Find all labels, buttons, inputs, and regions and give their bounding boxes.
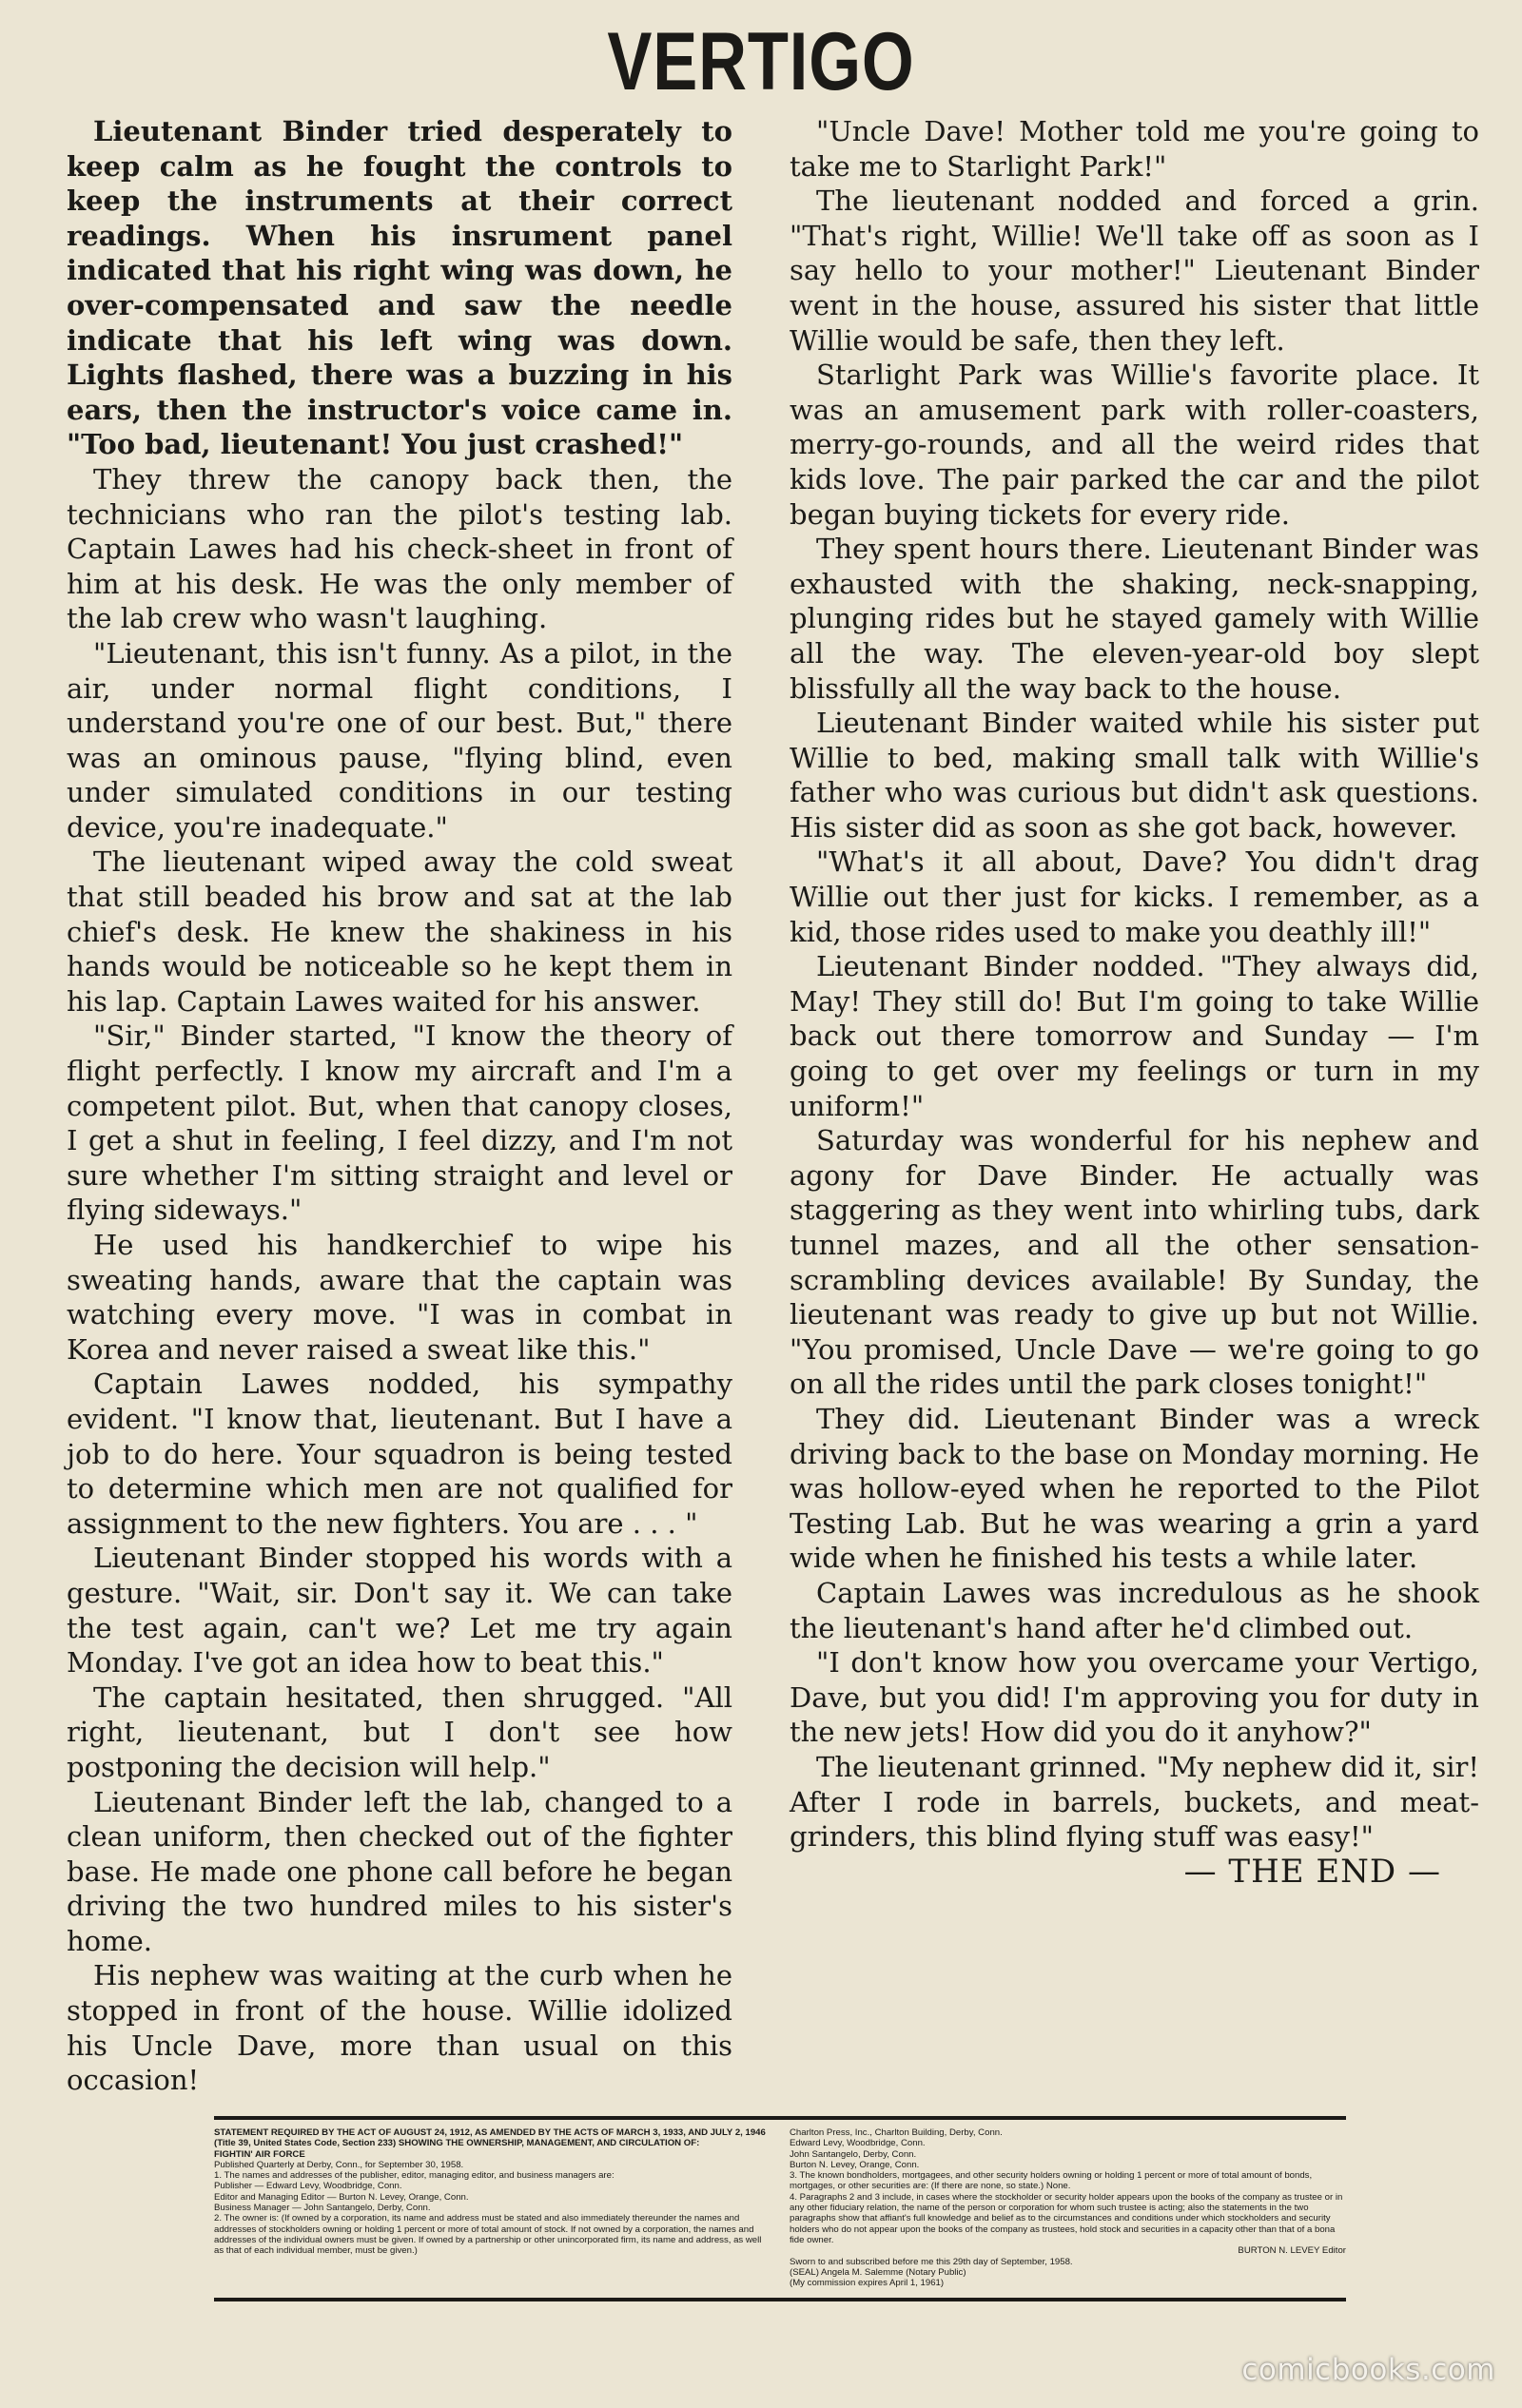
- paragraph: Lieutenant Binder waited while his sister put Willie to bed, making small talk with Willie's father who was curious but didn't ask questions. His sister did as soon as she got back, however.: [790, 707, 1479, 844]
- statement-line: (SEAL) Angela M. Salemme (Notary Public): [790, 2266, 966, 2278]
- statement-line: STATEMENT REQUIRED BY THE ACT OF AUGUST 24, 1912, AS AMENDED BY THE ACTS OF MARCH 3, 1933, AND JULY 2, 1946 (Title 39, United States Code, Section 233) SHOWING THE OWNERSHIP, MANAGEMENT, AND CIRCULATION OF:: [214, 2127, 766, 2149]
- paragraph: "I don't know how you overcame your Vertigo, Dave, but you did! I'm approving you for duty in the new jets! How did you do it anyhow?": [790, 1646, 1479, 1749]
- paragraph: The lieutenant grinned. "My nephew did it, sir! After I rode in barrels, buckets, and meat-grinders, this blind flying stuff was easy!": [790, 1750, 1479, 1854]
- paragraph: Lieutenant Binder left the lab, changed to a clean uniform, then checked out of the fighter base. He made one phone call before he began driving the two hundred miles to his sister's home.: [67, 1785, 732, 1957]
- paragraph: Captain Lawes was incredulous as he shook the lieutenant's hand after he'd climbed out.: [790, 1576, 1479, 1644]
- paragraph: The captain hesitated, then shrugged. "All right, lieutenant, but I don't see how postponing the decision will help.": [67, 1680, 732, 1783]
- statement-line: Business Manager — John Santangelo, Derby, Conn.: [214, 2203, 431, 2214]
- paragraph: Lieutenant Binder tried desperately to keep calm as he fought the controls to keep the instruments at their correct readings. When his insrument panel indicated that his right wing was down, he over-compensated and saw the needle indicate that his left wing was down. Lights flashed, there was a buzzing in his ears, then the instructor's voice came in. "Too bad, lieutenant! You just crashed!": [67, 115, 732, 461]
- paragraph: Lieutenant Binder stopped his words with a gesture. "Wait, sir. Don't say it. We can take the test again, can't we? Let me try again Monday. I've got an idea how to beat this.": [67, 1542, 732, 1680]
- statement-line: Burton N. Levey, Orange, Conn.: [790, 2159, 920, 2170]
- statement-line: Editor and Managing Editor — Burton N. Levey, Orange, Conn.: [214, 2191, 469, 2203]
- ownership-statement: [214, 2116, 1346, 2301]
- statement-line: 2. The owner is: (If owned by a corporation, its name and address must be stated and also immediately thereunder the names and addresses of stockholders owning or holding 1 percent or more of total amount of stock. If not owned by a corporation, the names and addresses of the individual owners must be given. If owned by a partnership or other unincorporated firm, its name and address, as well as that of each individual member, must be given.): [214, 2213, 762, 2257]
- paragraph: They threw the canopy back then, the technicians who ran the pilot's testing lab. Captain Lawes had his check-sheet in front of him at his desk. He was the only member of the lab crew who wasn't laughing.: [67, 462, 732, 635]
- story-title: VERTIGO: [607, 16, 915, 107]
- paragraph: Lieutenant Binder nodded. "They always did, May! They still do! But I'm going to take Willie back out there tomorrow and Sunday — I'm going to get over my feelings or turn in my uniform!": [790, 950, 1479, 1122]
- paragraph: "Lieutenant, this isn't funny. As a pilot, in the air, under normal flight conditions, I understand you're one of our best. But," there was an ominous pause, "flying blind, even under simulated conditions in our testing device, you're inadequate.": [67, 636, 732, 844]
- paragraph: The lieutenant nodded and forced a grin. "That's right, Willie! We'll take off as soon as I say hello to your mother!" Lieutenant Binder went in the house, assured his sister that little Willie would be safe, then they left.: [790, 184, 1479, 357]
- left-column: [67, 114, 732, 2098]
- statement-right: [790, 2127, 1346, 2298]
- statement-line: 1. The names and addresses of the publisher, editor, managing editor, and business managers are:: [214, 2170, 615, 2182]
- paragraph: They spent hours there. Lieutenant Binder was exhausted with the shaking, neck-snapping, plunging rides but he stayed gamely with Willie all the way. The eleven-year-old boy slept blissfully all the way back to the house.: [790, 533, 1479, 705]
- statement-line: John Santangelo, Derby, Conn.: [790, 2148, 917, 2160]
- statement-line: Charlton Press, Inc., Charlton Building, Derby, Conn.: [790, 2127, 1003, 2138]
- statement-left: [214, 2127, 771, 2298]
- paragraph: "Uncle Dave! Mother told me you're going to take me to Starlight Park!": [790, 115, 1479, 183]
- site-watermark: comicbooks.com: [1241, 2353, 1495, 2387]
- the-end: — THE END —: [1183, 1852, 1441, 1891]
- statement-line: FIGHTIN' AIR FORCE: [214, 2148, 305, 2160]
- statement-line: Sworn to and subscribed before me this 29th day of September, 1958.: [790, 2256, 1073, 2267]
- paragraph: His nephew was waiting at the curb when he stopped in front of the house. Willie idolized his Uncle Dave, more than usual on this occasion!: [67, 1959, 732, 2097]
- statement-line: Publisher — Edward Levy, Woodbridge, Conn.: [214, 2181, 402, 2192]
- paragraph: "What's it all about, Dave? You didn't drag Willie out ther just for kicks. I remember, as a kid, those rides used to make you deathly ill!": [790, 845, 1479, 948]
- statement-line: 3. The known bondholders, mortgagees, and other security holders owning or holding 1 percent or more of total amount of bonds, mortgages, or other securities are: (If there are none, so state.) None.: [790, 2170, 1313, 2192]
- paragraph: Saturday was wonderful for his nephew and agony for Dave Binder. He actually was staggering as they went into whirling tubs, dark tunnel mazes, and all the other sensation-scrambling devices available! By Sunday, the lieutenant was ready to give up but not Willie. "You promised, Uncle Dave — we're going to go on all the rides until the park closes tonight!": [790, 1124, 1479, 1401]
- paragraph: "Sir," Binder started, "I know the theory of flight perfectly. I know my aircraft and I'm a competent pilot. But, when that canopy closes, I get a shut in feeling, I feel dizzy, and I'm not sure whether I'm sitting straight and level or flying sideways.": [67, 1020, 732, 1227]
- paragraph: Starlight Park was Willie's favorite place. It was an amusement park with roller-coasters, merry-go-rounds, and all the weird rides that kids love. The pair parked the car and the pilot began buying tickets for every ride.: [790, 359, 1479, 531]
- statement-line: Published Quarterly at Derby, Conn., for September 30, 1958.: [214, 2159, 464, 2170]
- paragraph: They did. Lieutenant Binder was a wreck driving back to the base on Monday morning. He was hollow-eyed when he reported to the Pilot Testing Lab. But he was wearing a grin a yard wide when he finished his tests a while later.: [790, 1402, 1479, 1575]
- statement-line: Edward Levy, Woodbridge, Conn.: [790, 2138, 926, 2149]
- right-column: [790, 114, 1479, 1889]
- statement-line: (My commission expires April 1, 1961): [790, 2278, 945, 2289]
- paragraph: The lieutenant wiped away the cold sweat that still beaded his brow and sat at the lab chief's desk. He knew the shakiness in his hands would be noticeable so he kept them in his lap. Captain Lawes waited for his answer.: [67, 845, 732, 1018]
- paragraph: Captain Lawes nodded, his sympathy evident. "I know that, lieutenant. But I have a job to do here. Your squadron is being tested to determine which men are not qualified for assignment to the new fighters. You are . . . ": [67, 1368, 732, 1540]
- statement-line: 4. Paragraphs 2 and 3 include, in cases where the stockholder or security holder appears upon the books of the company as trustee or in any other fiduciary relation, the name of the person or corporation for whom such trustee is acting; also the statements in the two paragraphs show that affiant's full knowledge and belief as to the circumstances and conditions under which stockholders and security holders who do not appear upon the books of the company as trustees, hold stock and securities in a capacity other than that of a bona fide owner.: [790, 2191, 1343, 2245]
- statement-line: BURTON N. LEVEY Editor: [1238, 2245, 1346, 2257]
- paragraph: He used his handkerchief to wipe his sweating hands, aware that the captain was watching every move. "I was in combat in Korea and never raised a sweat like this.": [67, 1229, 732, 1366]
